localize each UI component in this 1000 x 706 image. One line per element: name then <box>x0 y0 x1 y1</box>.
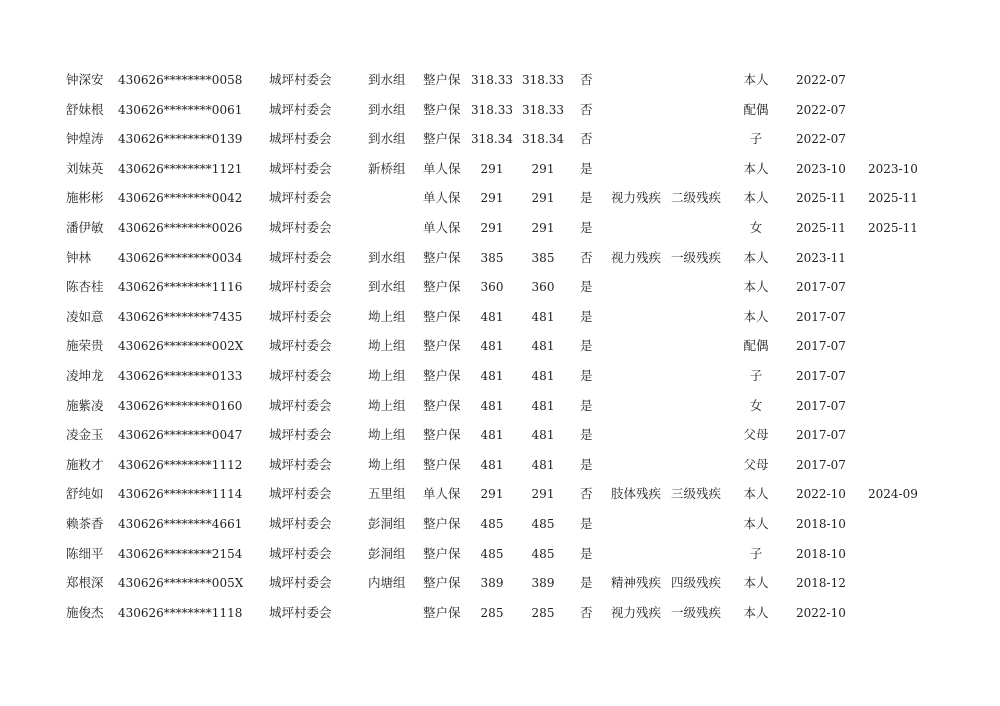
disability-type <box>611 277 671 297</box>
end-month <box>868 455 928 475</box>
table-row <box>0 277 1000 297</box>
village-committee: 城坪村委会 <box>269 131 332 147</box>
relation-to-head: 子 <box>749 131 763 147</box>
person-name: 陈杏桂 <box>66 279 104 295</box>
id-number: 430626********0061 <box>118 102 243 117</box>
table-row <box>0 484 1000 504</box>
id-number: 430626********7435 <box>118 309 243 324</box>
assistance-type: 单人保 <box>423 486 461 502</box>
amount-standard: 291 <box>480 161 504 176</box>
disability-level <box>671 514 731 534</box>
start-month: 2017-07 <box>796 309 846 324</box>
amount-standard: 291 <box>480 221 504 235</box>
yes-no-flag: 否 <box>580 101 593 117</box>
assistance-type: 整户保 <box>423 545 461 561</box>
relation-to-head: 配偶 <box>743 101 769 117</box>
table-row <box>0 159 1000 179</box>
id-number: 430626********0042 <box>118 191 243 206</box>
village-committee: 城坪村委会 <box>269 397 332 413</box>
start-month: 2025-11 <box>796 221 846 235</box>
relation-to-head: 父母 <box>743 456 769 472</box>
assistance-type: 整户保 <box>423 308 461 324</box>
start-month: 2025-11 <box>796 191 846 206</box>
amount-issued: 291 <box>531 221 555 235</box>
end-month <box>868 514 928 534</box>
start-month: 2018-10 <box>796 546 846 561</box>
start-month: 2022-07 <box>796 102 846 117</box>
village-committee: 城坪村委会 <box>269 486 332 502</box>
amount-issued: 318.34 <box>522 132 564 147</box>
yes-no-flag: 是 <box>580 545 593 561</box>
assistance-type: 整户保 <box>423 368 461 383</box>
village-group: 坳上组 <box>368 338 406 354</box>
assistance-type: 整户保 <box>423 604 461 620</box>
table-row <box>0 188 1000 208</box>
amount-standard: 291 <box>480 191 504 206</box>
table-row <box>0 514 1000 534</box>
amount-standard: 318.33 <box>471 102 513 117</box>
village-committee: 城坪村委会 <box>269 190 332 206</box>
amount-standard: 285 <box>480 605 504 620</box>
amount-issued: 291 <box>531 161 555 176</box>
person-name: 凌如意 <box>66 308 104 324</box>
id-number: 430626********1116 <box>118 280 243 295</box>
table-row <box>0 455 1000 475</box>
person-name: 钟林 <box>66 249 92 265</box>
disability-type: 肢体残疾 <box>611 486 662 502</box>
table-row <box>0 396 1000 416</box>
amount-standard: 318.34 <box>471 132 513 147</box>
id-number: 430626********1121 <box>118 161 243 176</box>
id-number: 430626********0058 <box>118 73 243 87</box>
assistance-type: 整户保 <box>423 427 461 443</box>
start-month: 2018-12 <box>796 576 846 591</box>
start-month: 2023-11 <box>796 250 846 265</box>
disability-type <box>611 218 671 238</box>
village-group <box>368 188 420 208</box>
relation-to-head: 子 <box>749 545 763 561</box>
amount-issued: 360 <box>531 280 555 295</box>
village-committee: 城坪村委会 <box>269 279 332 295</box>
village-group: 彭洞组 <box>368 516 406 531</box>
person-name: 刘妹英 <box>66 160 104 176</box>
village-group <box>368 218 420 238</box>
village-group <box>368 603 420 623</box>
amount-issued: 481 <box>531 428 555 443</box>
relation-to-head: 本人 <box>743 190 769 206</box>
disability-type <box>611 307 671 327</box>
disability-type <box>611 544 671 564</box>
yes-no-flag: 否 <box>580 72 593 87</box>
assistance-type: 整户保 <box>423 279 461 295</box>
disability-type <box>611 129 671 149</box>
disability-level <box>671 396 731 416</box>
disability-level <box>671 336 731 356</box>
person-name: 施荣贵 <box>66 338 104 354</box>
village-group: 新桥组 <box>368 160 406 176</box>
disability-type <box>611 514 671 534</box>
amount-issued: 481 <box>531 398 555 413</box>
disability-level <box>671 129 731 149</box>
table-row <box>0 336 1000 356</box>
village-committee: 城坪村委会 <box>269 249 332 265</box>
disability-type: 视力残疾 <box>611 249 662 265</box>
disability-level: 一级残疾 <box>671 604 722 620</box>
yes-no-flag: 否 <box>580 486 593 502</box>
assistance-type: 单人保 <box>423 220 461 235</box>
end-month <box>868 336 928 356</box>
assistance-type: 整户保 <box>423 516 461 531</box>
relation-to-head: 本人 <box>743 249 769 265</box>
table-row <box>0 425 1000 445</box>
relation-to-head: 本人 <box>743 72 769 87</box>
amount-standard: 360 <box>480 280 504 295</box>
person-name: 钟深安 <box>66 72 104 87</box>
yes-no-flag: 是 <box>580 575 593 591</box>
assistance-type: 整户保 <box>423 72 461 87</box>
person-name: 舒纯如 <box>66 486 104 502</box>
start-month: 2018-10 <box>796 517 846 531</box>
person-name: 施紫凌 <box>66 397 104 413</box>
yes-no-flag: 是 <box>580 308 593 324</box>
person-name: 郑根深 <box>66 575 104 591</box>
disability-type: 精神残疾 <box>611 575 662 591</box>
village-group: 到水组 <box>368 101 406 117</box>
village-committee: 城坪村委会 <box>269 456 332 472</box>
disability-type <box>611 336 671 356</box>
amount-standard: 485 <box>480 546 504 561</box>
village-group: 坳上组 <box>368 368 406 383</box>
disability-level <box>671 366 731 386</box>
end-month: 2025-11 <box>868 191 918 206</box>
person-name: 赖茶香 <box>66 516 104 531</box>
disability-type <box>611 425 671 445</box>
village-committee: 城坪村委会 <box>269 545 332 561</box>
table-row <box>0 366 1000 386</box>
disability-type <box>611 366 671 386</box>
person-name: 施敉才 <box>66 456 104 472</box>
disability-type <box>611 100 671 120</box>
relation-to-head: 子 <box>749 368 763 383</box>
person-name: 钟煌涛 <box>66 131 104 147</box>
amount-standard: 481 <box>480 428 504 443</box>
end-month: 2023-10 <box>868 161 918 176</box>
start-month: 2017-07 <box>796 457 846 472</box>
assistance-type: 整户保 <box>423 575 461 591</box>
disability-level <box>671 218 731 238</box>
start-month: 2017-07 <box>796 280 846 295</box>
person-name: 潘伊敏 <box>66 220 104 235</box>
start-month: 2022-07 <box>796 132 846 147</box>
end-month <box>868 573 928 593</box>
disability-level <box>671 307 731 327</box>
amount-standard: 481 <box>480 309 504 324</box>
village-committee: 城坪村委会 <box>269 338 332 354</box>
start-month: 2017-07 <box>796 398 846 413</box>
id-number: 430626********0026 <box>118 221 243 235</box>
amount-issued: 318.33 <box>522 102 564 117</box>
end-month <box>868 307 928 327</box>
relation-to-head: 本人 <box>743 308 769 324</box>
village-group: 内塘组 <box>368 575 406 591</box>
amount-issued: 481 <box>531 309 555 324</box>
end-month: 2025-11 <box>868 221 918 235</box>
assistance-type: 整户保 <box>423 101 461 117</box>
amount-standard: 481 <box>480 369 504 383</box>
end-month <box>868 396 928 416</box>
id-number: 430626********005X <box>118 576 244 591</box>
disability-level <box>671 70 731 90</box>
end-month <box>868 544 928 564</box>
yes-no-flag: 是 <box>580 160 593 176</box>
disability-level: 三级残疾 <box>671 486 722 502</box>
amount-issued: 481 <box>531 369 555 383</box>
village-committee: 城坪村委会 <box>269 101 332 117</box>
id-number: 430626********4661 <box>118 517 243 531</box>
village-group: 坳上组 <box>368 397 406 413</box>
village-group: 到水组 <box>368 131 406 147</box>
id-number: 430626********0133 <box>118 369 243 383</box>
disability-level: 二级残疾 <box>671 190 722 206</box>
end-month <box>868 70 928 90</box>
amount-standard: 485 <box>480 517 504 531</box>
disability-type: 视力残疾 <box>611 604 662 620</box>
table-row <box>0 218 1000 238</box>
start-month: 2022-10 <box>796 605 846 620</box>
end-month <box>868 129 928 149</box>
amount-issued: 318.33 <box>522 73 564 87</box>
village-committee: 城坪村委会 <box>269 516 332 531</box>
id-number: 430626********0160 <box>118 398 243 413</box>
amount-issued: 485 <box>531 546 555 561</box>
disability-level <box>671 277 731 297</box>
id-number: 430626********1114 <box>118 487 243 502</box>
person-name: 陈细平 <box>66 545 104 561</box>
start-month: 2017-07 <box>796 428 846 443</box>
start-month: 2017-07 <box>796 369 846 383</box>
table-row <box>0 129 1000 149</box>
table-row <box>0 573 1000 593</box>
amount-standard: 385 <box>480 250 504 265</box>
table-row <box>0 248 1000 268</box>
end-month <box>868 248 928 268</box>
end-month <box>868 366 928 386</box>
end-month: 2024-09 <box>868 487 918 502</box>
table-row <box>0 603 1000 623</box>
assistance-type: 单人保 <box>423 160 461 176</box>
person-name: 凌金玉 <box>66 427 104 443</box>
yes-no-flag: 是 <box>580 397 593 413</box>
amount-standard: 318.33 <box>471 73 513 87</box>
person-name: 凌坤龙 <box>66 368 104 383</box>
yes-no-flag: 否 <box>580 604 593 620</box>
amount-standard: 481 <box>480 398 504 413</box>
assistance-type: 整户保 <box>423 131 461 147</box>
relation-to-head: 本人 <box>743 604 769 620</box>
id-number: 430626********2154 <box>118 546 243 561</box>
relation-to-head: 女 <box>749 220 763 235</box>
assistance-type: 单人保 <box>423 190 461 206</box>
relation-to-head: 本人 <box>743 575 769 591</box>
yes-no-flag: 是 <box>580 456 593 472</box>
relation-to-head: 本人 <box>743 279 769 295</box>
yes-no-flag: 是 <box>580 190 593 206</box>
id-number: 430626********0047 <box>118 428 243 443</box>
village-group: 到水组 <box>368 249 406 265</box>
village-committee: 城坪村委会 <box>269 427 332 443</box>
end-month <box>868 425 928 445</box>
id-number: 430626********0139 <box>118 132 243 147</box>
id-number: 430626********1112 <box>118 457 243 472</box>
village-committee: 城坪村委会 <box>269 72 332 87</box>
village-committee: 城坪村委会 <box>269 308 332 324</box>
relation-to-head: 父母 <box>743 427 769 443</box>
person-name: 舒妹根 <box>66 101 104 117</box>
amount-issued: 485 <box>531 517 555 531</box>
village-group: 坳上组 <box>368 308 406 324</box>
amount-standard: 389 <box>480 576 504 591</box>
relation-to-head: 本人 <box>743 486 769 502</box>
village-committee: 城坪村委会 <box>269 604 332 620</box>
end-month <box>868 100 928 120</box>
yes-no-flag: 是 <box>580 220 593 235</box>
assistance-type: 整户保 <box>423 456 461 472</box>
start-month: 2022-10 <box>796 487 846 502</box>
person-name: 施俊杰 <box>66 604 104 620</box>
disability-type <box>611 396 671 416</box>
assistance-type: 整户保 <box>423 249 461 265</box>
yes-no-flag: 是 <box>580 427 593 443</box>
amount-issued: 291 <box>531 487 555 502</box>
assistance-type: 整户保 <box>423 397 461 413</box>
village-group: 坳上组 <box>368 427 406 443</box>
village-committee: 城坪村委会 <box>269 575 332 591</box>
table-row <box>0 307 1000 327</box>
yes-no-flag: 是 <box>580 279 593 295</box>
table-row <box>0 70 1000 90</box>
relation-to-head: 本人 <box>743 516 769 531</box>
village-group: 五里组 <box>368 486 406 502</box>
village-group: 彭洞组 <box>368 545 406 561</box>
disability-level <box>671 425 731 445</box>
amount-standard: 481 <box>480 339 504 354</box>
disability-level <box>671 544 731 564</box>
end-month <box>868 603 928 623</box>
yes-no-flag: 是 <box>580 338 593 354</box>
start-month: 2023-10 <box>796 161 846 176</box>
relation-to-head: 本人 <box>743 160 769 176</box>
disability-level: 四级残疾 <box>671 575 722 591</box>
id-number: 430626********1118 <box>118 605 243 620</box>
disability-type <box>611 455 671 475</box>
village-group: 到水组 <box>368 279 406 295</box>
yes-no-flag: 否 <box>580 131 593 147</box>
amount-issued: 291 <box>531 191 555 206</box>
amount-standard: 481 <box>480 457 504 472</box>
disability-type <box>611 70 671 90</box>
disability-level: 一级残疾 <box>671 249 722 265</box>
yes-no-flag: 是 <box>580 516 593 531</box>
village-group: 坳上组 <box>368 456 406 472</box>
start-month: 2017-07 <box>796 339 846 354</box>
village-group: 到水组 <box>368 72 406 87</box>
amount-issued: 481 <box>531 457 555 472</box>
amount-issued: 389 <box>531 576 555 591</box>
relation-to-head: 女 <box>749 397 763 413</box>
village-committee: 城坪村委会 <box>269 220 332 235</box>
table-row <box>0 544 1000 564</box>
yes-no-flag: 否 <box>580 249 593 265</box>
person-name: 施彬彬 <box>66 190 104 206</box>
amount-issued: 481 <box>531 339 555 354</box>
relation-to-head: 配偶 <box>743 338 769 354</box>
assistance-type: 整户保 <box>423 338 461 354</box>
village-committee: 城坪村委会 <box>269 160 332 176</box>
amount-standard: 291 <box>480 487 504 502</box>
disability-type <box>611 159 671 179</box>
amount-issued: 285 <box>531 605 555 620</box>
yes-no-flag: 是 <box>580 368 593 383</box>
id-number: 430626********0034 <box>118 250 243 265</box>
disability-level <box>671 159 731 179</box>
disability-level <box>671 100 731 120</box>
amount-issued: 385 <box>531 250 555 265</box>
village-committee: 城坪村委会 <box>269 368 332 383</box>
disability-type: 视力残疾 <box>611 190 662 206</box>
table-row <box>0 100 1000 120</box>
start-month: 2022-07 <box>796 73 846 87</box>
id-number: 430626********002X <box>118 339 244 354</box>
disability-level <box>671 455 731 475</box>
end-month <box>868 277 928 297</box>
